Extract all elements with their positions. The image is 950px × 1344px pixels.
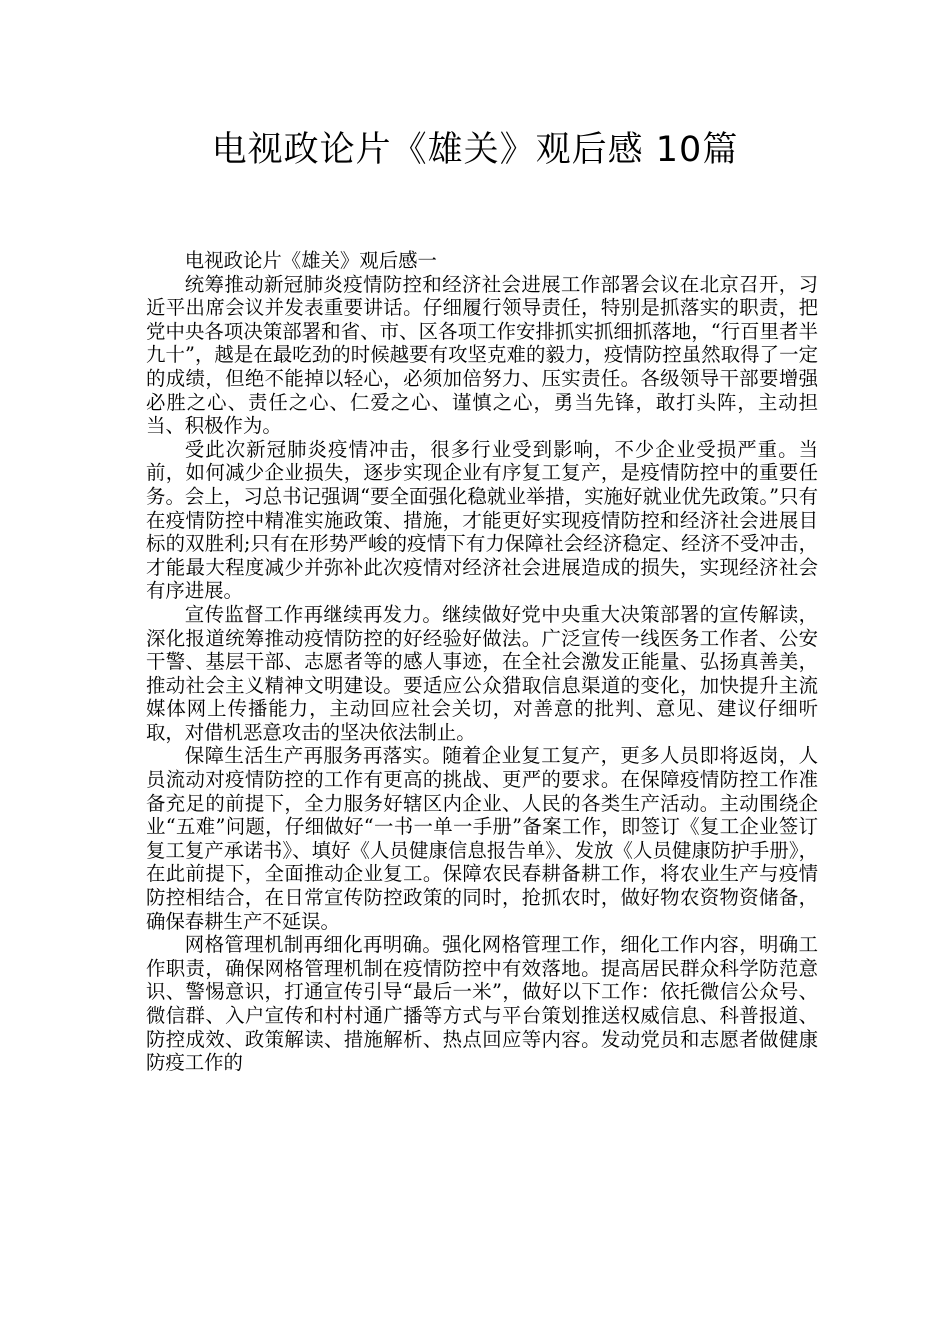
document-body xyxy=(146,249,818,1075)
paragraph-4: 保障生活生产再服务再落实。随着企业复工复产，更多人员即将返岗，人员流动对疫情防控的工作有更高的挑战、更严的要求。在保障疫情防控工作准备充足的前提下，全力服务好辖区内企业、人民的各类生产活动。主动围绕企业“五难”问题，仔细做好“一书一单一手册”备案工作，即签订《复工企业签订复工复产承诺书》、填好《人员健康信息报告单》、发放《人员健康防护手册》，在此前提下，全面推动企业复工。保障农民春耕备耕工作，将农业生产与疫情防控相结合，在日常宣传防控政策的同时，抢抓农时，做好物农资物资储备，确保春耕生产不延误。 xyxy=(146,744,818,933)
paragraph-3: 宣传监督工作再继续再发力。继续做好党中央重大决策部署的宣传解读，深化报道统筹推动疫情防控的好经验好做法。广泛宣传一线医务工作者、公安干警、基层干部、志愿者等的感人事迹，在全社会激发正能量、弘扬真善美，推动社会主义精神文明建设。要适应公众猎取信息渠道的变化，加快提升主流媒体网上传播能力，主动回应社会关切，对善意的批判、意见、建议仔细听取，对借机恶意攻击的坚决依法制止。 xyxy=(146,602,818,744)
paragraph-1: 统筹推动新冠肺炎疫情防控和经济社会进展工作部署会议在北京召开，习近平出席会议并发表重要讲话。仔细履行领导责任，特别是抓落实的职责，把党中央各项决策部署和省、市、区各项工作安排抓实抓细抓落地，“行百里者半九十”，越是在最吃劲的时候越要有攻坚克难的毅力，疫情防控虽然取得了一定的成绩，但绝不能掉以轻心，必须加倍努力、压实责任。各级领导干部要增强必胜之心、责任之心、仁爱之心、谨慎之心，勇当先锋，敢打头阵，主动担当、积极作为。 xyxy=(146,272,818,438)
document-title: 电视政论片《雄关》观后感 10篇 xyxy=(211,130,739,170)
paragraph-5: 网格管理机制再细化再明确。强化网格管理工作，细化工作内容，明确工作职责，确保网格管理机制在疫情防控中有效落地。提高居民群众科学防范意识、警惕意识，打通宣传引导“最后一米”，做好以下工作：依托微信公众号、微信群、入户宣传和村村通广播等方式与平台策划推送权威信息、科普报道、防控成效、政策解读、措施解析、热点回应等内容。发动党员和志愿者做健康防疫工作的 xyxy=(146,933,818,1075)
section-heading: 电视政论片《雄关》观后感一 xyxy=(184,249,437,272)
paragraph-2: 受此次新冠肺炎疫情冲击，很多行业受到影响，不少企业受损严重。当前，如何减少企业损失，逐步实现企业有序复工复产，是疫情防控中的重要任务。会上，习总书记强调“要全面强化稳就业举措，实施好就业优先政策。”只有在疫情防控中精准实施政策、措施，才能更好实现疫情防控和经济社会进展目标的双胜利;只有在形势严峻的疫情下有力保障社会经济稳定、经济不受冲击，才能最大程度减少并弥补此次疫情对经济社会进展造成的损失，实现经济社会有序进展。 xyxy=(146,437,818,603)
